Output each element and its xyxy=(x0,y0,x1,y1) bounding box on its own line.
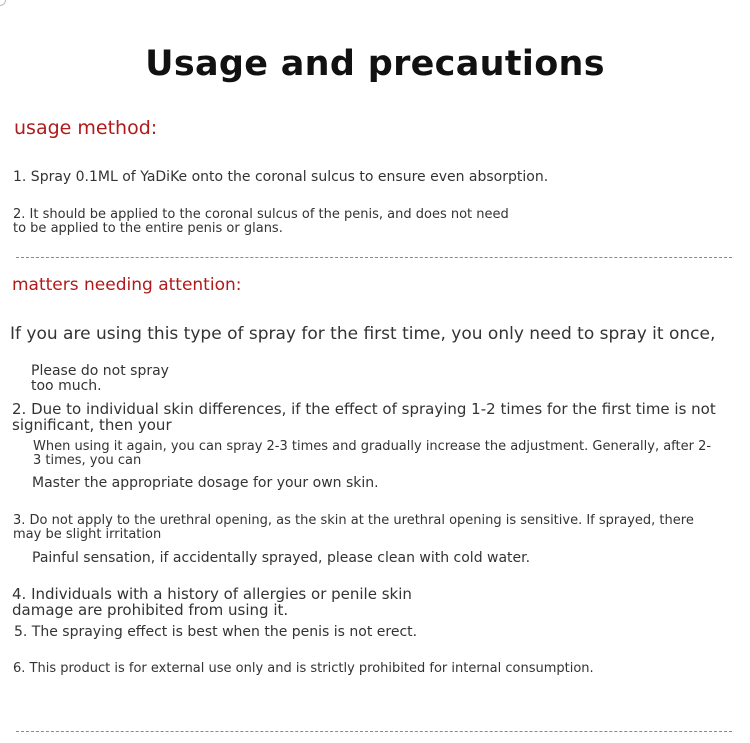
attention-heading: matters needing attention: xyxy=(12,275,242,295)
corner-circle-decoration xyxy=(0,0,6,6)
attention-item-4-line-1: 4. Individuals with a history of allergies or penile skin xyxy=(12,585,412,603)
attention-item-3-line-2: may be slight irritation xyxy=(13,527,162,542)
attention-intro-sub-line-2: too much. xyxy=(31,378,102,394)
usage-step-2-line-1: 2. It should be applied to the coronal sulcus of the penis, and does not need xyxy=(13,207,509,222)
attention-item-2-line-1: 2. Due to individual skin differences, if the effect of spraying 1-2 times for the first time is not xyxy=(12,400,716,418)
attention-item-5: 5. The spraying effect is best when the penis is not erect. xyxy=(14,624,418,640)
usage-method-heading: usage method: xyxy=(14,117,158,139)
page-title: Usage and precautions xyxy=(145,44,605,84)
section-divider-bottom xyxy=(16,731,732,732)
usage-step-1: 1. Spray 0.1ML of YaDiKe onto the coronal sulcus to ensure even absorption. xyxy=(13,169,549,185)
attention-item-2-sub-line-1: When using it again, you can spray 2-3 times and gradually increase the adjustment. Generally, after 2- xyxy=(33,439,712,454)
attention-intro-sub-line-1: Please do not spray xyxy=(31,363,169,379)
attention-item-3-sub: Painful sensation, if accidentally sprayed, please clean with cold water. xyxy=(32,550,531,566)
attention-item-3-line-1: 3. Do not apply to the urethral opening, as the skin at the urethral opening is sensitive. If sprayed, there xyxy=(13,513,694,528)
usage-step-2-line-2: to be applied to the entire penis or glans. xyxy=(13,221,283,236)
attention-item-4-line-2: damage are prohibited from using it. xyxy=(12,601,289,619)
section-divider-top xyxy=(16,257,732,258)
attention-item-2-line-2: significant, then your xyxy=(12,416,172,434)
attention-intro: If you are using this type of spray for the first time, you only need to spray it once, xyxy=(10,324,716,344)
attention-item-6: 6. This product is for external use only and is strictly prohibited for internal consumption. xyxy=(13,661,594,676)
attention-item-2-sub-line-2: 3 times, you can xyxy=(33,453,142,468)
attention-item-2-sub-2: Master the appropriate dosage for your own skin. xyxy=(32,475,379,491)
